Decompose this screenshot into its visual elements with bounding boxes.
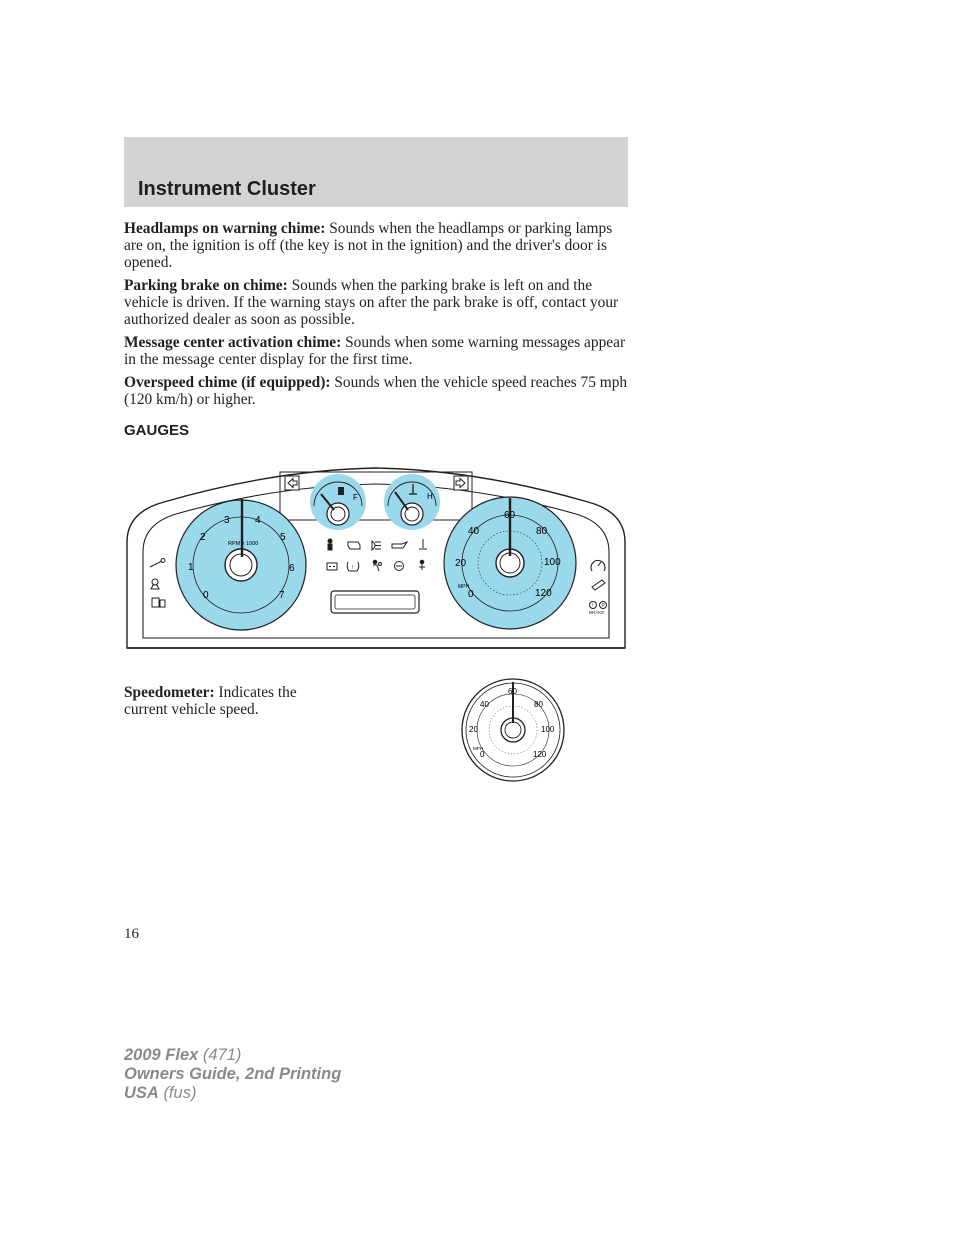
temperature-gauge: [384, 474, 440, 530]
speed-control-icon: [591, 560, 605, 571]
battery-icon: [327, 563, 337, 570]
low-fuel-icon: [152, 598, 165, 607]
small-speed-number-80: 80: [534, 700, 543, 709]
footer-line-2: [124, 1065, 341, 1084]
footer-line-1: [124, 1046, 341, 1065]
svg-text:!: !: [591, 603, 593, 609]
speedometer-cluster: [444, 497, 576, 629]
traction-control-icon: [395, 562, 404, 571]
tach-number-5: 5: [280, 532, 286, 543]
speed-number-60: 60: [504, 510, 516, 521]
charging-system-icon: [592, 580, 605, 590]
wrench-icon: [150, 559, 165, 568]
footer-model: 2009 Flex: [124, 1046, 199, 1064]
page-title: Instrument Cluster: [138, 178, 316, 200]
footer-market: USA: [124, 1084, 159, 1102]
small-speed-number-40: 40: [480, 700, 489, 709]
fuel-gauge: [310, 474, 366, 530]
airbag-icon: [373, 560, 382, 571]
brake-warning-icon: [590, 602, 607, 610]
coolant-warning-icon: [419, 539, 427, 549]
paragraph-message-center-chime: [124, 334, 628, 368]
tach-label: RPM x 1000: [228, 541, 259, 547]
speed-number-0: 0: [468, 589, 474, 600]
footer-model-code: (471): [202, 1046, 242, 1064]
speed-number-120: 120: [535, 588, 552, 599]
warning-lamps-row-2: [327, 560, 425, 571]
seatbelt-warning-icon: [328, 539, 332, 550]
tachometer: [176, 499, 306, 630]
fuel-full-mark: F: [353, 493, 358, 502]
oil-pressure-icon: [392, 542, 407, 548]
paragraph-text: Sounds when the parking brake is left on and the vehicle is driven. If the warning stays on after the park brake is off, contact your authorized dealer as soon as possible.: [124, 277, 619, 328]
paragraph-headlamps-chime: [124, 220, 628, 271]
tach-number-1: 1: [188, 562, 194, 573]
footer-line-3: [124, 1084, 341, 1103]
left-side-indicators: [150, 559, 165, 608]
right-side-indicators: [589, 560, 607, 615]
right-turn-signal-icon: [454, 476, 468, 490]
footer: [124, 1046, 341, 1103]
left-turn-signal-icon: [285, 476, 299, 490]
chime-descriptions: [124, 220, 628, 414]
instrument-cluster-illustration: [124, 462, 628, 652]
warning-lamps-row-1: [328, 539, 427, 550]
small-speed-number-0: 0: [480, 750, 485, 759]
fuel-pump-icon: [338, 487, 344, 495]
tach-number-7: 7: [279, 590, 285, 601]
small-speed-number-100: 100: [541, 725, 555, 734]
check-engine-icon: [348, 542, 360, 549]
footer-edition: Owners Guide, 2nd Printing: [124, 1065, 342, 1083]
page-number: 16: [124, 926, 139, 942]
speed-number-100: 100: [544, 557, 561, 568]
tach-number-6: 6: [289, 563, 295, 574]
speedometer-description: [124, 684, 344, 718]
section-heading-gauges: GAUGES: [124, 422, 190, 439]
tach-number-2: 2: [200, 532, 206, 543]
paragraph-term: Headlamps on warning chime:: [124, 220, 326, 237]
tire-pressure-icon: [347, 562, 359, 571]
paragraph-overspeed-chime: [124, 374, 628, 408]
svg-text:!: !: [352, 565, 354, 571]
footer-market-code: (fus): [163, 1084, 197, 1102]
small-speed-unit: MPH: [473, 746, 483, 751]
paragraph-term: Message center activation chime:: [124, 334, 342, 351]
temp-hot-mark: H: [427, 492, 433, 501]
speed-number-20: 20: [455, 558, 467, 569]
svg-text:P: P: [601, 603, 605, 609]
speedometer-text: Indicates the current vehicle speed.: [124, 684, 297, 719]
message-center-display: [331, 591, 419, 613]
speed-number-40: 40: [468, 526, 480, 537]
header-band: [124, 137, 628, 207]
speed-unit-label: MPH: [458, 584, 470, 590]
tach-number-4: 4: [255, 515, 261, 526]
small-speed-number-20: 20: [469, 725, 478, 734]
small-speed-number-60: 60: [508, 687, 517, 696]
paragraph-text: Sounds when some warning messages appear in the message center display for the first time.: [124, 334, 626, 368]
brake-label: BRAKE: [589, 610, 605, 615]
paragraph-text: Sounds when the vehicle speed reaches 75 mph (120 km/h) or higher.: [124, 374, 628, 408]
passenger-airbag-icon: [419, 560, 425, 570]
headlamp-icon: [372, 541, 381, 550]
speedometer-illustration: [458, 677, 570, 787]
small-speed-number-120: 120: [533, 750, 547, 759]
fuel-temp-panel: [280, 472, 472, 520]
tach-number-0: 0: [203, 590, 209, 601]
paragraph-parking-brake-chime: [124, 277, 628, 328]
paragraph-term: Parking brake on chime:: [124, 277, 288, 294]
paragraph-term: Overspeed chime (if equipped):: [124, 374, 331, 391]
speed-number-80: 80: [536, 526, 548, 537]
paragraph-text: Sounds when the headlamps or parking lamps are on, the ignition is off (the key is not in the ignition) and the driver's door is opened.: [124, 220, 613, 271]
engine-service-icon: [151, 579, 159, 589]
tach-number-3: 3: [224, 515, 230, 526]
speedometer-term: Speedometer:: [124, 684, 215, 702]
